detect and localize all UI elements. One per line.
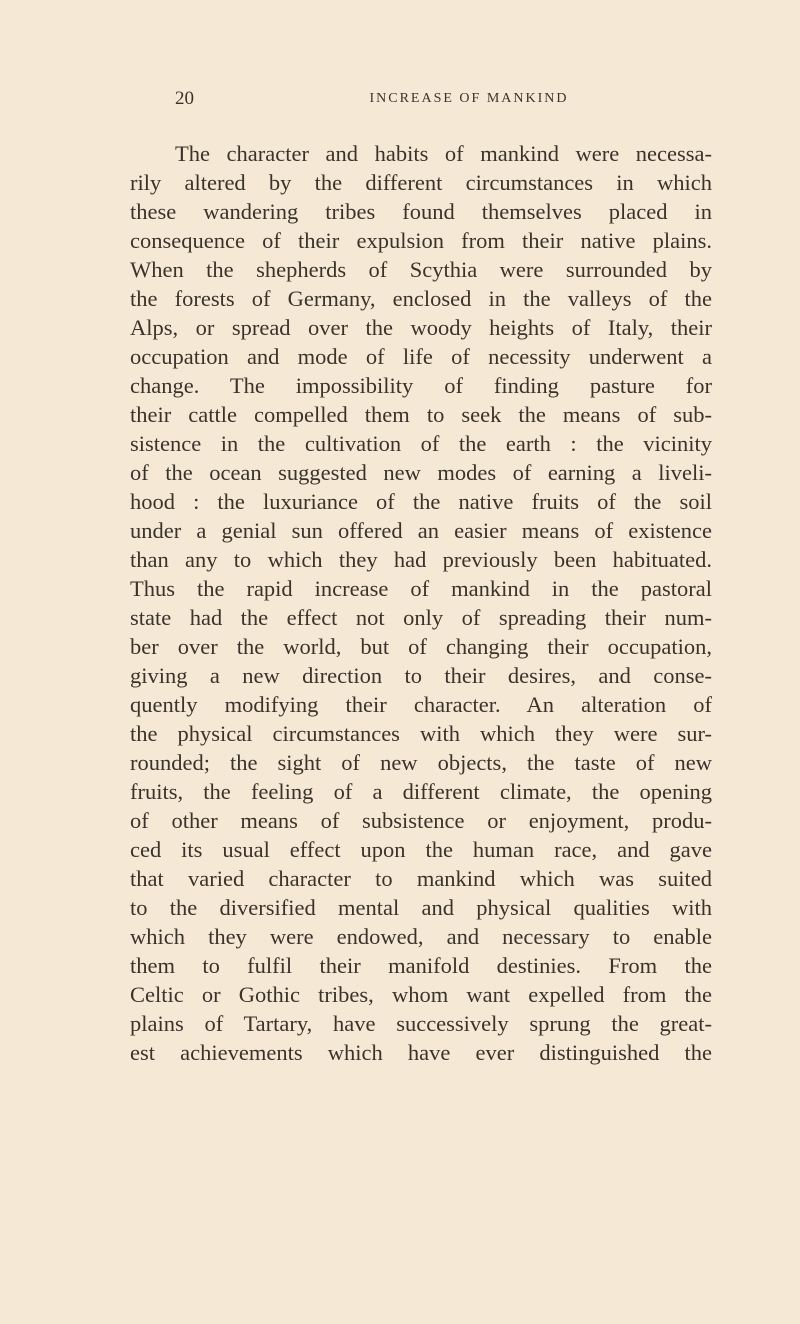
text-line: rounded; the sight of new objects, the taste of new [130, 750, 712, 775]
text-line: which they were endowed, and necessary to enable [130, 924, 712, 949]
text-line: of the ocean suggested new modes of earning a liveli- [130, 460, 712, 485]
text-line: of other means of subsistence or enjoyment, produ- [130, 808, 712, 833]
text-line: ber over the world, but of changing their occupation, [130, 634, 712, 659]
text-line: the forests of Germany, enclosed in the valleys of the [130, 286, 712, 311]
text-line: under a genial sun offered an easier means of existence [130, 518, 712, 543]
text-line: rily altered by the different circumstances in which [130, 170, 712, 195]
text-line: than any to which they had previously been habituated. [130, 547, 712, 572]
running-title: INCREASE OF MANKIND [369, 91, 569, 106]
text-line: consequence of their expulsion from their native plains. [130, 228, 712, 253]
text-line: these wandering tribes found themselves placed in [130, 199, 712, 224]
text-line: state had the effect not only of spreading their num- [130, 605, 712, 630]
text-line: plains of Tartary, have successively sprung the great- [130, 1011, 712, 1036]
text-line: to the diversified mental and physical qualities with [130, 895, 712, 920]
text-line: hood : the luxuriance of the native fruits of the soil [130, 489, 712, 514]
text-line: occupation and mode of life of necessity underwent a [130, 344, 712, 369]
text-line: their cattle compelled them to seek the means of sub- [130, 402, 712, 427]
text-line: Celtic or Gothic tribes, whom want expelled from the [130, 982, 712, 1007]
text-line: sistence in the cultivation of the earth : the vicinity [130, 431, 712, 456]
text-line: change. The impossibility of finding pasture for [130, 373, 712, 398]
page-number: 20 [175, 88, 194, 109]
body-text [130, 139, 712, 1067]
text-line: quently modifying their character. An alteration of [130, 692, 712, 717]
text-line: Thus the rapid increase of mankind in the pastoral [130, 576, 712, 601]
text-line: ced its usual effect upon the human race, and gave [130, 837, 712, 862]
text-line: that varied character to mankind which was suited [130, 866, 712, 891]
text-line: giving a new direction to their desires, and conse- [130, 663, 712, 688]
text-line: The character and habits of mankind were necessa- [175, 141, 712, 166]
running-header [175, 88, 715, 112]
text-line: fruits, the feeling of a different climate, the opening [130, 779, 712, 804]
text-line: est achievements which have ever distinguished the [130, 1040, 712, 1065]
text-line: When the shepherds of Scythia were surrounded by [130, 257, 712, 282]
text-line: them to fulfil their manifold destinies. From the [130, 953, 712, 978]
text-line: Alps, or spread over the woody heights of Italy, their [130, 315, 712, 340]
text-line: the physical circumstances with which they were sur- [130, 721, 712, 746]
